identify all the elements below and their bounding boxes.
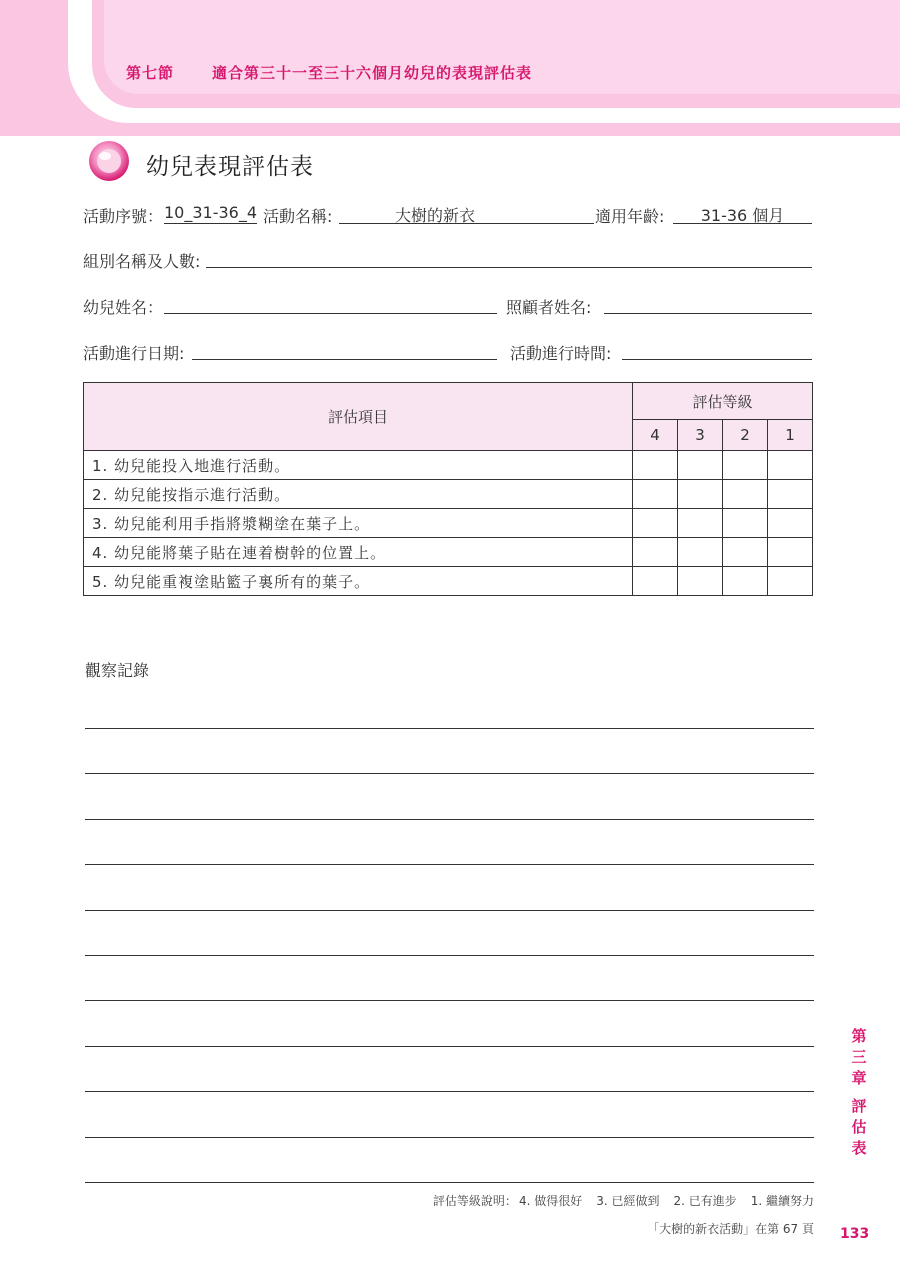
legend-label: 評估等級說明： (432, 1194, 517, 1208)
grade-cell[interactable] (633, 451, 678, 480)
grade-2-header: 2 (723, 420, 768, 451)
grade-cell[interactable] (768, 451, 813, 480)
grade-cell[interactable] (723, 509, 768, 538)
observation-line[interactable] (85, 773, 814, 774)
grade-cell[interactable] (633, 509, 678, 538)
observation-line[interactable] (85, 819, 814, 820)
carer-name-label: 照顧者姓名: (506, 298, 592, 317)
grade-cell[interactable] (633, 538, 678, 567)
item-text: 5. 幼兒能重複塗貼籃子裏所有的葉子。 (84, 567, 633, 596)
grade-4-header: 4 (633, 420, 678, 451)
grade-legend (433, 1192, 814, 1209)
legend-item: 4. 做得很好 (518, 1194, 583, 1208)
legend-item: 1. 繼續努力 (750, 1194, 814, 1208)
evaluation-table (83, 382, 813, 596)
item-text: 2. 幼兒能按指示進行活動。 (84, 480, 633, 509)
observation-line[interactable] (85, 955, 814, 956)
time-field[interactable] (622, 339, 812, 360)
item-text: 3. 幼兒能利用手指將漿糊塗在葉子上。 (84, 509, 633, 538)
grade-cell[interactable] (723, 538, 768, 567)
activity-name-label: 活動名稱: (263, 207, 333, 226)
pink-ball-icon (88, 140, 130, 182)
grade-cell[interactable] (678, 538, 723, 567)
side-tab-name: 評 估 表 (851, 1097, 867, 1157)
item-text: 4. 幼兒能將葉子貼在連着樹幹的位置上。 (84, 538, 633, 567)
age-label: 適用年齡: (595, 207, 665, 226)
group-label: 組別名稱及人數: (83, 252, 201, 271)
page-number: 133 (840, 1226, 870, 1242)
observation-line[interactable] (85, 728, 814, 729)
grade-3-header: 3 (678, 420, 723, 451)
time-label: 活動進行時間: (510, 344, 612, 363)
grade-header: 評估等級 (633, 383, 813, 420)
carer-name-field[interactable] (604, 293, 812, 314)
side-tab-chapter: 第 三 章 (851, 1027, 867, 1087)
item-header: 評估項目 (84, 383, 633, 451)
section-title: 適合第三十一至三十六個月幼兒的表現評估表 (212, 64, 533, 82)
child-name-label: 幼兒姓名： (83, 298, 164, 317)
table-row (84, 451, 813, 480)
legend-item: 2. 已有進步 (673, 1194, 737, 1208)
table-row (84, 509, 813, 538)
group-field[interactable] (206, 247, 812, 268)
activity-no-field[interactable]: 10_31-36_4 (164, 203, 258, 222)
table-row (84, 567, 813, 596)
observation-line[interactable] (85, 1182, 814, 1183)
observation-label: 觀察記錄 (85, 661, 150, 680)
page-reference: 「大樹的新衣活動」在第 67 頁 (647, 1222, 814, 1236)
grade-cell[interactable] (678, 509, 723, 538)
age-field[interactable]: 31-36 個月 (673, 203, 812, 224)
grade-1-header: 1 (768, 420, 813, 451)
activity-name-field[interactable]: 大樹的新衣 (339, 203, 594, 224)
grade-cell[interactable] (723, 480, 768, 509)
grade-cell[interactable] (678, 451, 723, 480)
observation-line[interactable] (85, 1046, 814, 1047)
section-label: 第七節 (126, 64, 175, 82)
observation-line[interactable] (85, 1091, 814, 1092)
grade-cell[interactable] (768, 480, 813, 509)
grade-cell[interactable] (633, 567, 678, 596)
child-name-field[interactable] (164, 293, 497, 314)
grade-cell[interactable] (723, 567, 768, 596)
observation-line[interactable] (85, 1000, 814, 1001)
date-label: 活動進行日期: (83, 344, 185, 363)
form-title: 幼兒表現評估表 (146, 154, 314, 180)
observation-line[interactable] (85, 1137, 814, 1138)
grade-cell[interactable] (723, 451, 768, 480)
grade-cell[interactable] (768, 538, 813, 567)
item-text: 1. 幼兒能投入地進行活動。 (84, 451, 633, 480)
grade-cell[interactable] (768, 567, 813, 596)
activity-no-label: 活動序號： (83, 207, 164, 226)
grade-cell[interactable] (678, 567, 723, 596)
observation-line[interactable] (85, 910, 814, 911)
date-field[interactable] (192, 339, 497, 360)
observation-line[interactable] (85, 864, 814, 865)
legend-item: 3. 已經做到 (596, 1194, 660, 1208)
table-row (84, 538, 813, 567)
grade-cell[interactable] (633, 480, 678, 509)
grade-cell[interactable] (768, 509, 813, 538)
table-row (84, 480, 813, 509)
grade-cell[interactable] (678, 480, 723, 509)
